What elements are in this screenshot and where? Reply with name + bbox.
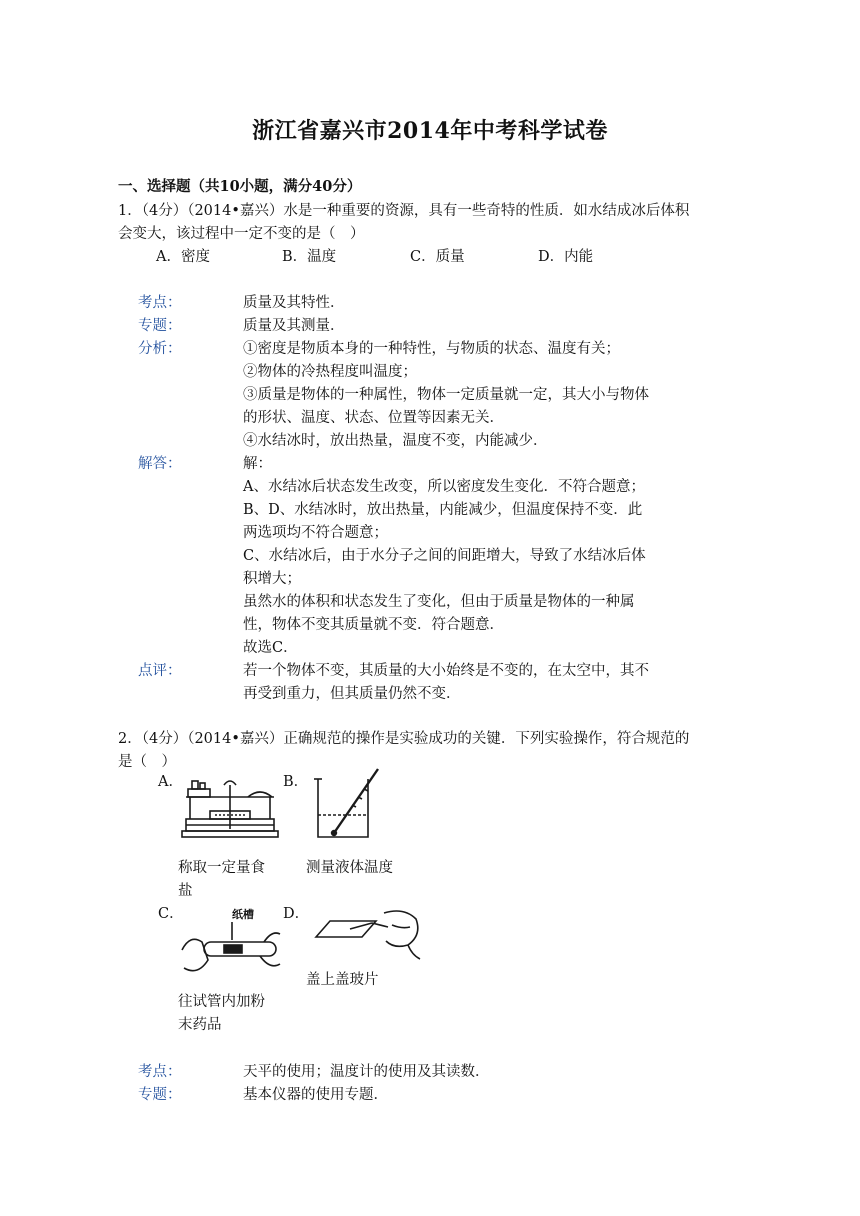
q1-fenxi-line: ③质量是物体的一种属性，物体一定质量就一定，其大小与物体 xyxy=(243,387,649,403)
q1-jieda-line: 积增大； xyxy=(243,571,301,587)
q2-caption-c: 往试管内加粉 xyxy=(178,994,265,1010)
test-tube-powder-image xyxy=(180,920,282,980)
section-heading: 一、选择题（共10小题，满分40分） xyxy=(118,178,362,195)
q2-stem-line2: 是（ ） xyxy=(118,754,176,770)
q1-jieda-line: 虽然水的体积和状态发生了变化，但由于质量是物体的一种属 xyxy=(243,594,635,610)
q1-label-zhuanti: 专题： xyxy=(138,318,182,334)
q1-jieda-line: A、水结冰后状态发生改变，所以密度发生变化．不符合题意； xyxy=(243,479,645,495)
q1-fenxi-line: ④水结冰时，放出热量，温度不变，内能减少． xyxy=(243,433,548,449)
q1-fenxi-line: ①密度是物质本身的一种特性，与物质的状态、温度有关； xyxy=(243,341,620,357)
q1-option-b: B．温度 xyxy=(282,249,337,265)
q2-letter-a: A． xyxy=(158,774,183,790)
q1-jieda-line: C、水结冰后，由于水分子之间的间距增大，导致了水结冰后体 xyxy=(243,548,646,564)
q2-label-zhuanti: 专题： xyxy=(138,1087,182,1103)
paper-trough-tag: 纸槽 xyxy=(232,908,254,921)
q2-zhuanti: 基本仪器的使用专题． xyxy=(243,1087,388,1103)
q1-option-c: C．质量 xyxy=(410,249,465,265)
q2-kaodian: 天平的使用；温度计的使用及其读数． xyxy=(243,1064,490,1080)
q2-letter-b: B． xyxy=(283,774,309,790)
q2-caption-a: 称取一定量食 xyxy=(178,860,265,876)
thermometer-beaker-image xyxy=(312,765,384,843)
q1-jieda-line: 解： xyxy=(243,456,272,472)
q1-stem-line2: 会变大，该过程中一定不变的是（ ） xyxy=(118,226,365,242)
q1-jieda-line: 性，物体不变其质量就不变．符合题意． xyxy=(243,617,504,633)
q2-letter-c: C． xyxy=(158,906,184,922)
page-title: 浙江省嘉兴市2014年中考科学试卷 xyxy=(252,118,608,144)
q1-label-dianping: 点评： xyxy=(138,663,182,679)
q2-letter-d: D． xyxy=(283,906,310,922)
q1-fenxi-line: 的形状、温度、状态、位置等因素无关． xyxy=(243,410,504,426)
cover-slip-image xyxy=(312,905,422,963)
q1-dianping-line: 再受到重力，但其质量仍然不变． xyxy=(243,686,461,702)
q1-zhuanti: 质量及其测量． xyxy=(243,318,345,334)
q1-label-jieda: 解答： xyxy=(138,456,182,472)
q2-caption-d: 盖上盖玻片 xyxy=(306,972,379,988)
q2-caption-b: 测量液体温度 xyxy=(306,860,393,876)
q1-label-kaodian: 考点： xyxy=(138,295,182,311)
q1-jieda-line: B、D、水结冰时，放出热量，内能减少，但温度保持不变．此 xyxy=(243,502,643,518)
q2-label-kaodian: 考点： xyxy=(138,1064,182,1080)
q1-fenxi-line: ②物体的冷热程度叫温度； xyxy=(243,364,417,380)
q1-option-a: A．密度 xyxy=(156,249,210,265)
q1-jieda-line: 两选项均不符合题意； xyxy=(243,525,388,541)
q1-stem-line1: 1．（4分）（2014•嘉兴）水是一种重要的资源，具有一些奇特的性质．如水结成冰后体积 xyxy=(118,203,690,219)
q2-caption-a: 盐 xyxy=(178,883,193,899)
q1-label-fenxi: 分析： xyxy=(138,341,182,357)
q1-kaodian: 质量及其特性． xyxy=(243,295,345,311)
q1-option-d: D．内能 xyxy=(538,249,594,265)
balance-scale-image xyxy=(180,775,280,845)
q2-caption-c: 末药品 xyxy=(178,1017,222,1033)
q1-jieda-line: 故选C． xyxy=(243,640,298,656)
q2-stem-line1: 2．（4分）（2014•嘉兴）正确规范的操作是实验成功的关键．下列实验操作，符合规范的 xyxy=(118,731,690,747)
q1-dianping-line: 若一个物体不变，其质量的大小始终是不变的，在太空中，其不 xyxy=(243,663,649,679)
